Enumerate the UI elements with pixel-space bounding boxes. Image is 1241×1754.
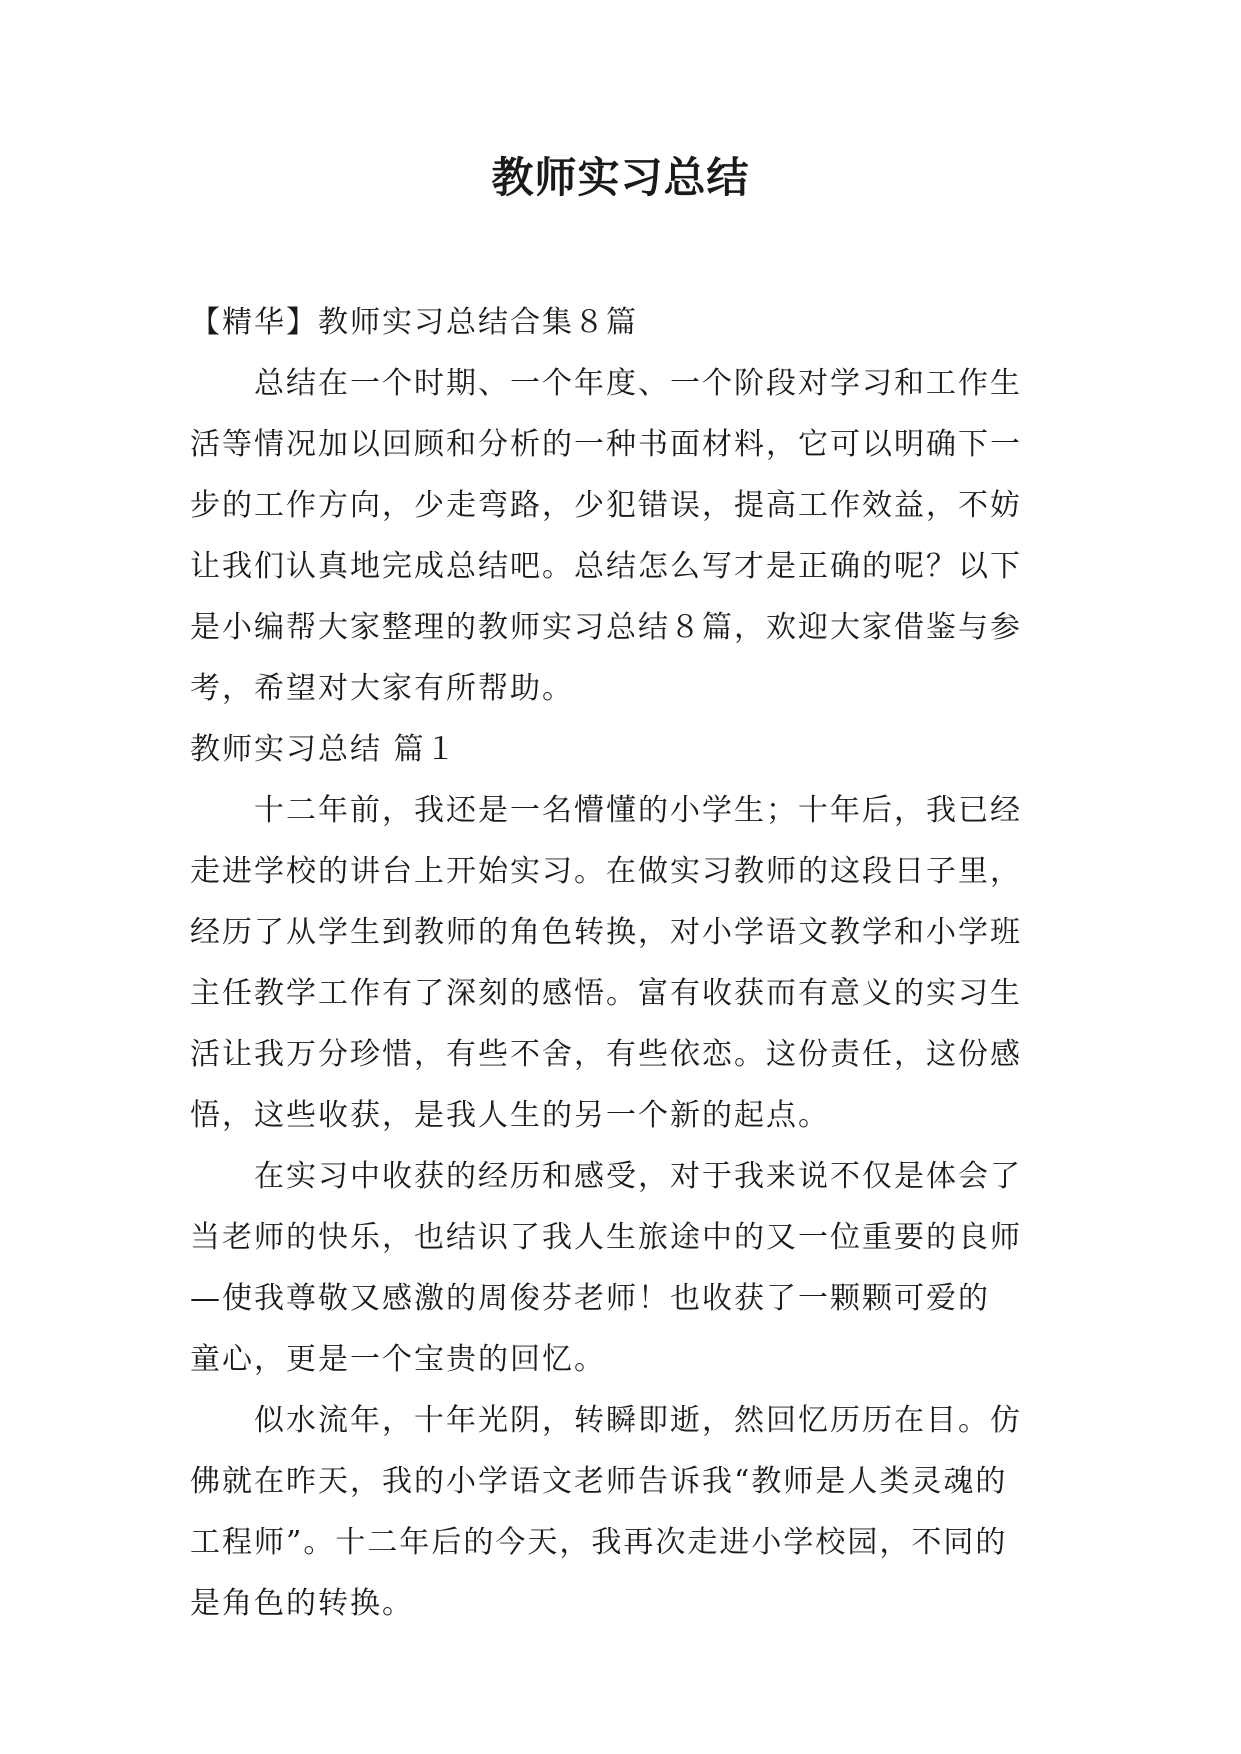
text-line: 当老师的快乐，也结识了我人生旅途中的又一位重要的良师: [190, 1220, 1022, 1255]
text-line: —使我尊敬又感激的周俊芬老师！也收获了一颗颗可爱的: [190, 1281, 990, 1316]
document-title: 教师实习总结: [491, 153, 750, 202]
text-line: 让我们认真地完成总结吧。总结怎么写才是正确的呢？以下: [190, 549, 1022, 584]
text-line: 经历了从学生到教师的角色转换，对小学语文教学和小学班: [190, 915, 1022, 950]
text-line: 似水流年，十年光阴，转瞬即逝，然回忆历历在目。仿: [254, 1403, 1022, 1438]
text-line: 步的工作方向，少走弯路，少犯错误，提高工作效益，不妨: [190, 488, 1022, 523]
text-line: 是小编帮大家整理的教师实习总结８篇，欢迎大家借鉴与参: [190, 610, 1022, 645]
text-line: 总结在一个时期、一个年度、一个阶段对学习和工作生: [254, 366, 1022, 401]
text-line: 考，希望对大家有所帮助。: [190, 671, 574, 706]
text-line: 活等情况加以回顾和分析的一种书面材料，它可以明确下一: [190, 427, 1022, 462]
text-line: 是角色的转换。: [190, 1586, 414, 1621]
text-line: 教师实习总结 篇１: [190, 732, 458, 767]
text-line: 十二年前，我还是一名懵懂的小学生；十年后，我已经: [254, 793, 1022, 828]
document-body: [190, 292, 1050, 1634]
text-line: 童心，更是一个宝贵的回忆。: [190, 1342, 606, 1377]
text-line: 佛就在昨天，我的小学语文老师告诉我“教师是人类灵魂的: [190, 1464, 1008, 1499]
text-line: 工程师”。十二年后的今天，我再次走进小学校园，不同的: [190, 1525, 1008, 1560]
text-line: 在实习中收获的经历和感受，对于我来说不仅是体会了: [254, 1159, 1022, 1194]
text-line: 活让我万分珍惜，有些不舍，有些依恋。这份责任，这份感: [190, 1037, 1022, 1072]
text-line: 主任教学工作有了深刻的感悟。富有收获而有意义的实习生: [190, 976, 1022, 1011]
text-line: 【精华】教师实习总结合集８篇: [190, 305, 638, 340]
text-line: 走进学校的讲台上开始实习。在做实习教师的这段日子里，: [190, 854, 1022, 889]
text-line: 悟，这些收获，是我人生的另一个新的起点。: [190, 1098, 830, 1133]
